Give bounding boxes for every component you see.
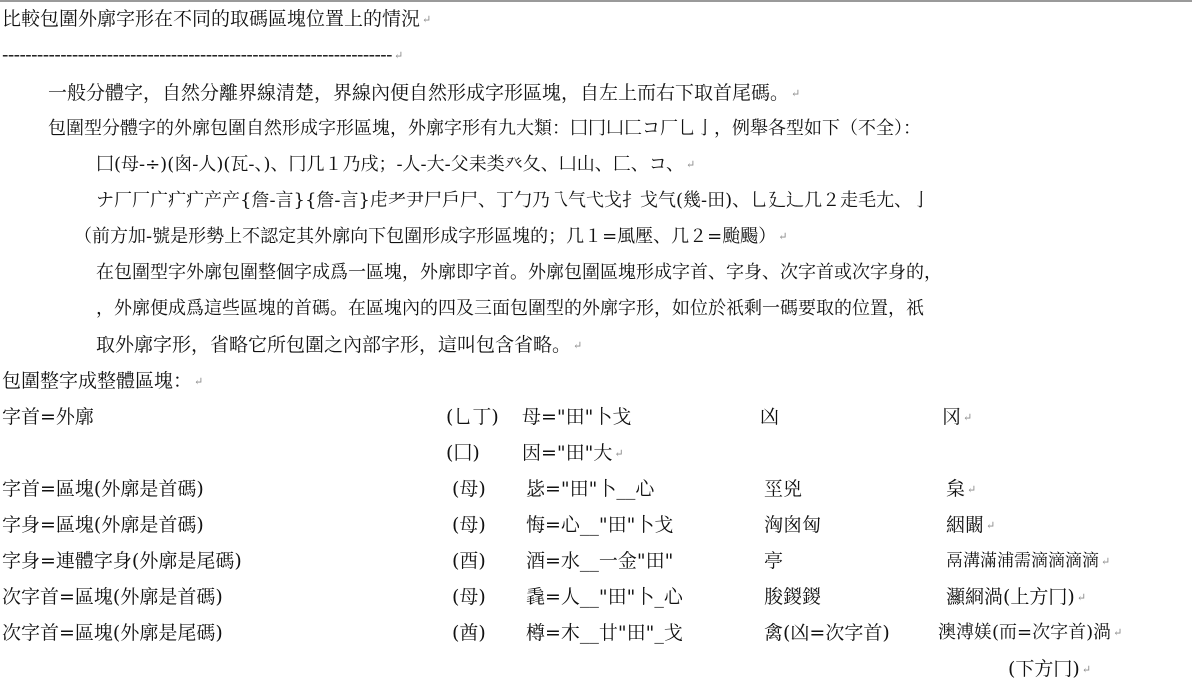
paragraph-2: 包圍型分體字的外廓包圍自然形成字形區塊，外廓字形有九大類：囗冂凵匚コ厂乚亅，例舉各型如下（不全）： [48, 118, 921, 139]
row-col4: 鬲溝滿浦需滴滴滴滴 ↵ [946, 551, 1111, 571]
row-label: 字身=區塊(外廓是首碼) [2, 514, 204, 536]
top-border [0, 0, 1192, 2]
row-col3: 凶 [760, 406, 780, 428]
row-label: 字身=連體字身(外廓是尾碼) [2, 550, 242, 572]
row-col4: 枲 ↵ [946, 478, 977, 500]
dashed-separator: ------------------------------------------------------------------- ↵ [2, 44, 403, 66]
row-label: 字首=外廓 [2, 406, 94, 428]
row-label: 次字首=區塊(外廓是首碼) [2, 586, 223, 608]
row-type: (酋) [452, 622, 486, 644]
paragraph-1: 一般分體字，自然分離界線清楚，界線內便自然形成字形區塊，自左上而右下取首尾碼。 ↵ [48, 82, 801, 104]
paragraph-5: （前方加-號是形勢上不認定其外廓向下包圍形成字形區塊的；几１=風壓、几２=颱颺） ↵ [74, 226, 788, 247]
row-col4: 冈 ↵ [942, 406, 973, 428]
paragraph-7: ，外廓便成爲這些區塊的首碼。在區塊內的四及三面包圍型的外廓字形，如位於祇剩一碼要取的位置，祇 [96, 298, 924, 319]
row-example: 母="田"卜戈 [522, 406, 632, 428]
row-example: 樽=木__廿"田"_戈 [526, 622, 683, 644]
row-type: (母) [452, 514, 486, 536]
row-example: 悔=心__"田"卜戈 [526, 514, 674, 536]
page-title: 比較包圍外廓字形在不同的取碼區塊位置上的情況 ↵ [2, 8, 432, 30]
row-type: (母) [452, 586, 486, 608]
row-col3: 洶囪匈 [764, 514, 822, 536]
row-col3: 朘鍐鍐 [764, 586, 822, 608]
paragraph-6: 在包圍型字外廓包圍整個字成爲一區塊，外廓即字首。外廓包圍區塊形成字首、字身、次字首或次字身的， [96, 262, 942, 283]
row-type: (乚丁) [446, 406, 499, 428]
paragraph-mark: ↵ [422, 13, 432, 26]
row-col3: 坙兇 [764, 478, 803, 500]
row-col3: 亭 [764, 550, 784, 572]
section-heading: 包圍整字成整體區塊： ↵ [2, 370, 204, 392]
row-col4: (下方冂) ↵ [1008, 658, 1092, 680]
row-type: (母) [452, 478, 486, 500]
row-example: 酒=水__一金"田" [526, 550, 674, 572]
paragraph-3: 囗(母-÷)(囪-人)(瓦-、)、冂几１乃戌；-人-大-父耒类癶夂、凵山、匚、コ、 ↵ [96, 154, 696, 175]
row-label: 次字首=區塊(外廓是尾碼) [2, 622, 223, 644]
row-example: 毖="田"卜__心 [526, 478, 655, 500]
row-example: 毳=人__"田"卜_心 [526, 586, 683, 608]
row-col4: 澳溥媄(而=次字首)渦 ↵ [938, 622, 1123, 643]
paragraph-8: 取外廓字形，省略它所包圍之內部字形，這叫包含省略。 ↵ [96, 334, 583, 356]
row-type: (酉) [452, 550, 486, 572]
row-example: 因="田"大 ↵ [522, 442, 624, 464]
row-type: (囗) [446, 442, 480, 464]
row-col4: 灦綗渦(上方冂) ↵ [946, 586, 1087, 608]
row-col4: 絪闞 ↵ [946, 514, 996, 536]
row-col3: 禽(凶=次字首) [764, 622, 890, 644]
row-label: 字首=區塊(外廓是首碼) [2, 478, 204, 500]
paragraph-4: ナ厂厂广疒疒产产{詹-言}{詹-言}虍耂尹尸戶尸、丁勹乃乁气弋戈扌戈气(幾-田)、乚廴辶几２走毛尢、亅 [96, 190, 931, 211]
